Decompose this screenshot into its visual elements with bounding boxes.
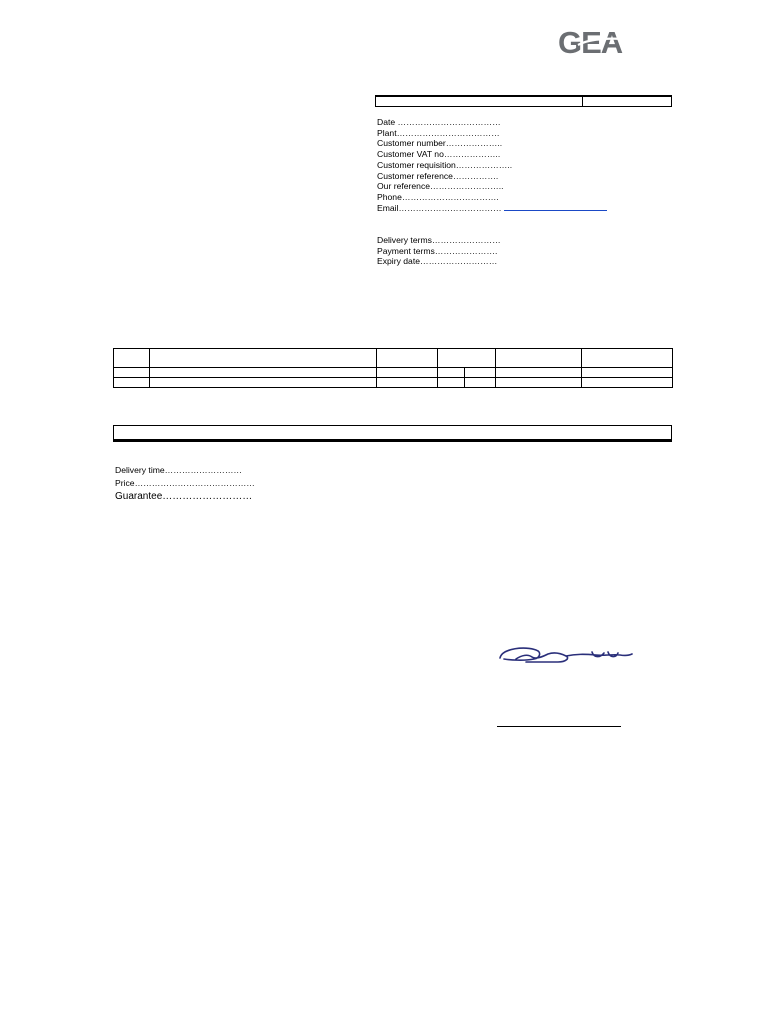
delivery-time-field: Delivery time……………………… — [115, 465, 243, 475]
table-cell — [465, 368, 496, 378]
table-cell — [377, 368, 438, 378]
table-cell — [150, 378, 377, 388]
phone-field: Phone……………………………. — [377, 191, 499, 202]
delivery-terms-field: Delivery terms…………………… — [377, 235, 501, 245]
table-cell — [114, 378, 150, 388]
table-header-row — [114, 349, 673, 368]
table-row — [114, 368, 673, 378]
table-header-cell — [582, 349, 673, 368]
table-cell — [438, 368, 465, 378]
table-header-cell — [377, 349, 438, 368]
table-header-cell — [150, 349, 377, 368]
signature-line — [497, 726, 621, 727]
table-cell — [582, 378, 673, 388]
guarantee-field: Guarantee……………………… — [115, 491, 253, 502]
table-cell — [496, 378, 582, 388]
email-field: Email……………………………… — [377, 202, 502, 213]
customer-vat-field: Customer VAT no……………….. — [377, 149, 501, 160]
price-field: Price…………………………………… — [115, 478, 255, 488]
customer-reference-field: Customer reference……………. — [377, 170, 499, 181]
table-header-cell — [114, 349, 150, 368]
table-cell — [438, 378, 465, 388]
our-reference-field: Our reference…………………….. — [377, 181, 504, 192]
terms-block — [377, 235, 501, 267]
signature-image — [496, 640, 634, 670]
table-cell — [150, 368, 377, 378]
conditions-box — [113, 425, 672, 442]
date-field: Date ……………………………… — [377, 117, 501, 127]
reference-box — [375, 95, 672, 107]
table-cell — [377, 378, 438, 388]
customer-requisition-field: Customer requisition……………….. — [377, 159, 513, 170]
expiry-date-field: Expiry date……………………… — [377, 256, 498, 267]
plant-field: Plant……………………………… — [377, 127, 500, 138]
customer-details — [377, 117, 607, 213]
table-cell — [465, 378, 496, 388]
table-cell — [496, 368, 582, 378]
gea-logo — [556, 26, 650, 58]
payment-terms-field: Payment terms…………………. — [377, 245, 498, 256]
customer-number-field: Customer number……………….. — [377, 138, 503, 149]
items-table — [113, 348, 673, 388]
table-cell — [582, 368, 673, 378]
email-link[interactable] — [504, 210, 607, 211]
logo-text: GEA — [558, 26, 623, 58]
email-row — [377, 203, 607, 214]
table-header-cell — [438, 349, 496, 368]
table-cell — [114, 368, 150, 378]
table-header-cell — [496, 349, 582, 368]
table-row — [114, 378, 673, 388]
